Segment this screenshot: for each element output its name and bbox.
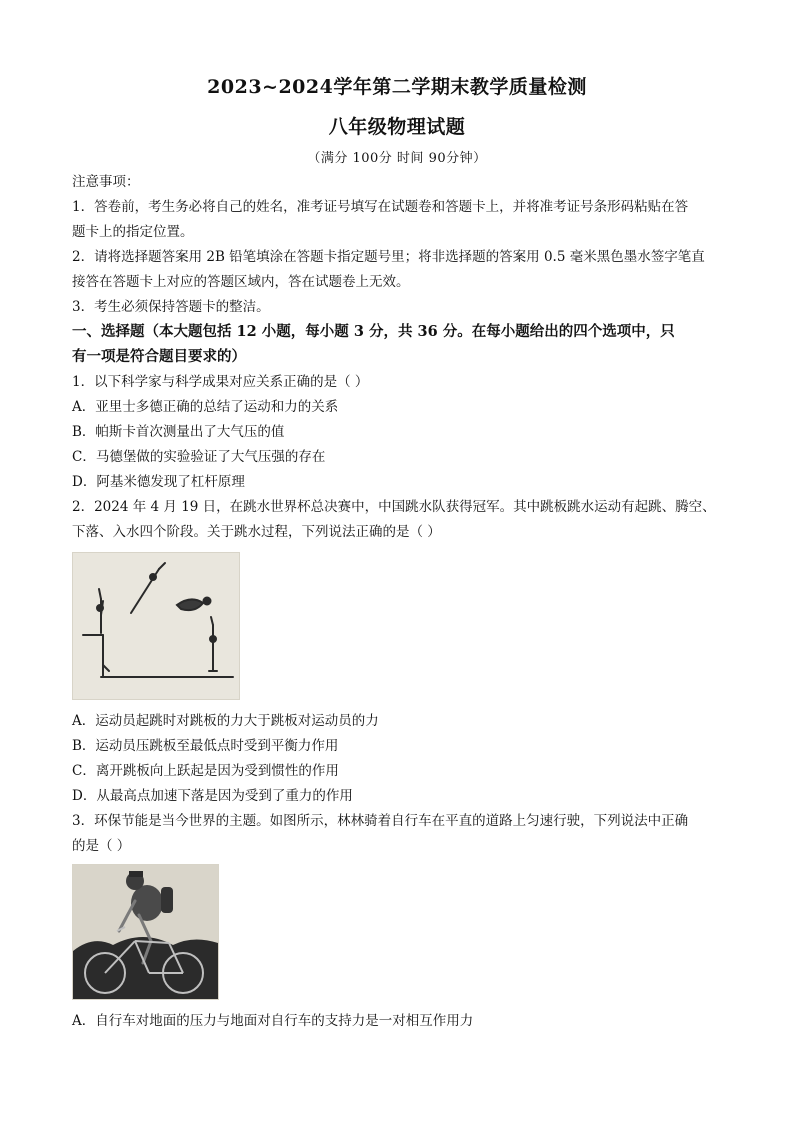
notice-line: 2．请将选择题答案用 2B 铅笔填涂在答题卡指定题号里；将非选择题的答案用 0.5 毫米黑色墨水签字笔直	[72, 249, 705, 265]
bicycle-illustration	[73, 865, 218, 999]
notice-line: 接答在答题卡上对应的答题区域内，答在试题卷上无效。	[72, 274, 410, 290]
question-option: C．马德堡做的实验验证了大气压强的存在	[72, 449, 326, 465]
diving-illustration	[73, 553, 239, 699]
section-heading: 有一项是符合题目要求的）	[72, 348, 246, 365]
question-stem: 1．以下科学家与科学成果对应关系正确的是（ ）	[72, 374, 369, 390]
question-option: A．自行车对地面的压力与地面对自行车的支持力是一对相互作用力	[72, 1013, 474, 1029]
notice-line: 3．考生必须保持答题卡的整洁。	[72, 299, 270, 315]
exam-meta: （满分 100分 时间 90分钟）	[307, 151, 487, 166]
question-option: A．亚里士多德正确的总结了运动和力的关系	[72, 399, 339, 415]
question-option: A．运动员起跳时对跳板的力大于跳板对运动员的力	[72, 713, 379, 729]
exam-title: 2023~2024学年第二学期末教学质量检测	[207, 76, 587, 98]
question-option: B．帕斯卡首次测量出了大气压的值	[72, 424, 285, 440]
notice-line: 题卡上的指定位置。	[72, 224, 194, 240]
question-stem: 2．2024 年 4 月 19 日，在跳水世界杯总决赛中，中国跳水队获得冠军。其中跳板跳水运动有起跳、腾空、	[72, 499, 716, 515]
question-option: D．阿基米德发现了杠杆原理	[72, 474, 245, 490]
question-option: C．离开跳板向上跃起是因为受到惯性的作用	[72, 763, 339, 779]
diving-figure	[72, 552, 240, 700]
question-stem: 的是（ ）	[72, 838, 131, 854]
question-option: B．运动员压跳板至最低点时受到平衡力作用	[72, 738, 339, 754]
question-stem: 3．环保节能是当今世界的主题。如图所示，林林骑着自行车在平直的道路上匀速行驶，下列说法中正确	[72, 813, 689, 829]
bicycle-figure	[72, 864, 219, 1000]
notice-heading: 注意事项：	[72, 174, 140, 190]
exam-subtitle: 八年级物理试题	[328, 116, 466, 138]
question-stem: 下落、入水四个阶段。关于跳水过程，下列说法正确的是（ ）	[72, 524, 441, 540]
question-option: D．从最高点加速下落是因为受到了重力的作用	[72, 788, 353, 804]
section-heading: 一、选择题（本大题包括 12 小题，每小题 3 分，共 36 分。在每小题给出的四个选项中，只	[72, 323, 675, 340]
notice-line: 1．答卷前，考生务必将自己的姓名，准考证号填写在试题卷和答题卡上，并将准考证号条形码粘贴在答	[72, 199, 689, 215]
